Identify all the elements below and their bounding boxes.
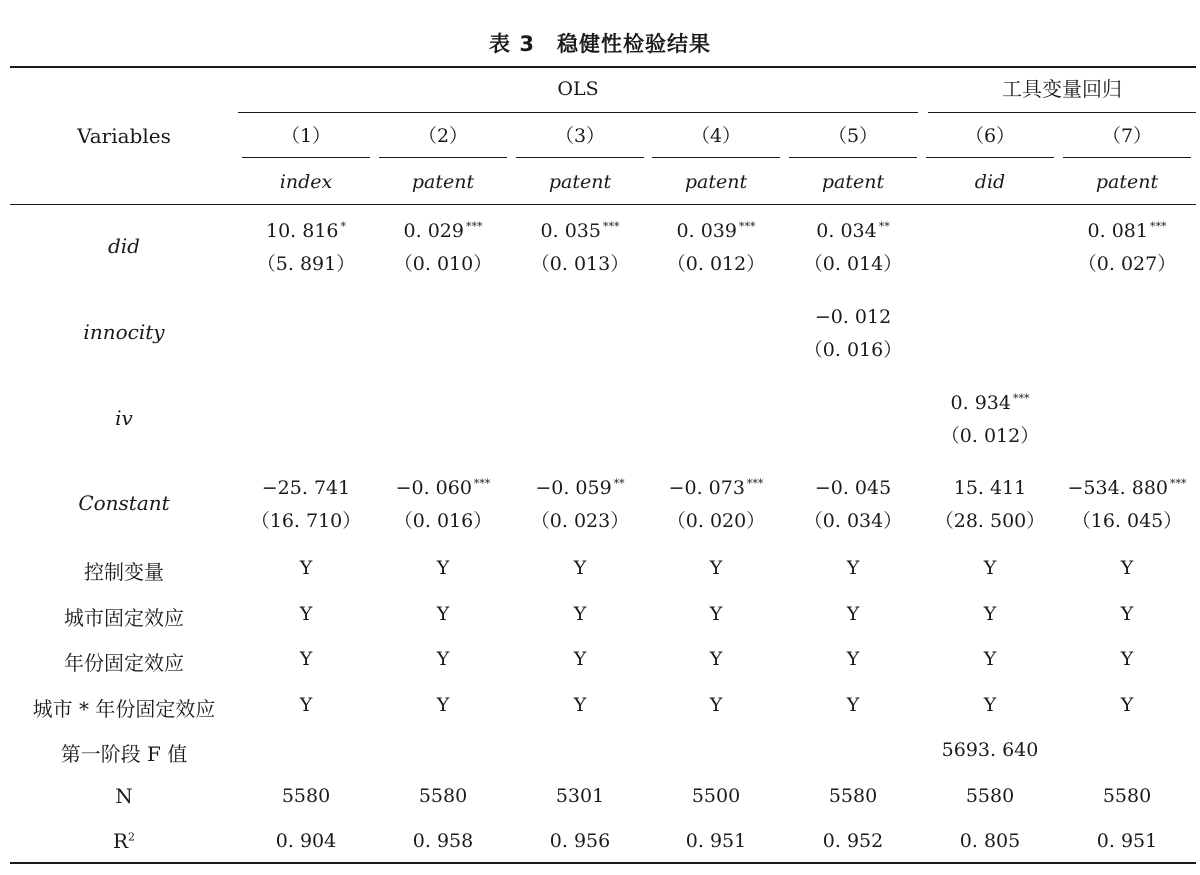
r-squared-value: 0. 956 <box>549 830 611 852</box>
dependent-variable: patent <box>684 171 748 193</box>
row-value: Y <box>983 557 997 579</box>
row-value: Y <box>1120 648 1134 670</box>
header-group-iv: 工具变量回归 <box>1002 77 1122 101</box>
r-squared-value: 0. 958 <box>412 830 474 852</box>
row-label: did <box>107 234 140 258</box>
coefficient-value: 0. 934 <box>950 392 1011 414</box>
row-value: Y <box>436 648 450 670</box>
row-value: Y <box>983 694 997 716</box>
row-value: Y <box>709 648 723 670</box>
row-label: 年份固定效应 <box>64 651 184 675</box>
dependent-variable: index <box>279 171 333 193</box>
coefficient-value: −0. 060 <box>395 477 472 499</box>
row-value: 5500 <box>691 785 741 807</box>
ols-underline <box>238 112 918 113</box>
row-value: Y <box>573 603 587 625</box>
significance-stars: ** <box>613 476 625 490</box>
row-value: Y <box>983 603 997 625</box>
row-value: 5693. 640 <box>941 739 1039 761</box>
row-label: iv <box>115 406 133 430</box>
significance-stars: *** <box>1012 391 1030 405</box>
significance-stars: *** <box>465 219 483 233</box>
r-label: R <box>112 829 129 853</box>
column-underline <box>242 157 370 158</box>
row-value: 5580 <box>1102 785 1152 807</box>
row-value: Y <box>983 648 997 670</box>
column-underline <box>516 157 644 158</box>
row-value: 5301 <box>555 785 605 807</box>
row-value: Y <box>573 557 587 579</box>
row-value: Y <box>299 557 313 579</box>
standard-error: （0. 014） <box>803 253 903 275</box>
coefficient <box>763 219 943 243</box>
significance-stars: *** <box>1149 219 1167 233</box>
header-group-ols: OLS <box>557 78 599 100</box>
standard-error: （0. 027） <box>1077 253 1177 275</box>
coefficient-value: −0. 059 <box>535 477 612 499</box>
column-number: （3） <box>554 125 606 147</box>
coefficient-value: 15. 411 <box>953 477 1027 499</box>
standard-error: （0. 020） <box>666 510 766 532</box>
row-label: N <box>115 784 133 808</box>
coefficient-value: −0. 073 <box>668 477 745 499</box>
dependent-variable: patent <box>821 171 885 193</box>
column-underline <box>379 157 507 158</box>
row-value: Y <box>846 694 860 716</box>
row-label: 第一阶段 F 值 <box>60 742 188 766</box>
row-value: 5580 <box>281 785 331 807</box>
significance-stars: *** <box>746 476 764 490</box>
coefficient-value: 0. 035 <box>540 220 601 242</box>
r-squared-label <box>10 829 238 853</box>
row-value: Y <box>299 648 313 670</box>
dependent-variable: patent <box>548 171 612 193</box>
standard-error: （0. 010） <box>393 253 493 275</box>
coefficient-value: 0. 034 <box>816 220 877 242</box>
row-value: Y <box>709 603 723 625</box>
column-number: （4） <box>690 125 742 147</box>
row-value: Y <box>846 557 860 579</box>
standard-error: （16. 045） <box>1071 510 1183 532</box>
significance-stars: *** <box>602 219 620 233</box>
coefficient <box>763 305 943 329</box>
standard-error: （0. 023） <box>530 510 630 532</box>
column-number: （2） <box>417 125 469 147</box>
top-rule <box>10 66 1196 68</box>
header-bottom-rule <box>10 204 1196 205</box>
significance-stars: *** <box>738 219 756 233</box>
standard-error: （5. 891） <box>256 253 356 275</box>
row-value: 5580 <box>418 785 468 807</box>
standard-error: （0. 034） <box>803 510 903 532</box>
coefficient <box>1037 476 1200 500</box>
significance-stars: * <box>340 219 347 233</box>
row-value: Y <box>573 694 587 716</box>
significance-stars: ** <box>878 219 890 233</box>
coefficient-value: 10. 816 <box>265 220 339 242</box>
row-value: Y <box>573 648 587 670</box>
column-number: （6） <box>964 125 1016 147</box>
coefficient-value: −534. 880 <box>1067 477 1169 499</box>
column-underline <box>652 157 780 158</box>
coefficient <box>1037 219 1200 243</box>
row-value: Y <box>846 648 860 670</box>
r-squared-value: 0. 904 <box>275 830 337 852</box>
coefficient <box>900 391 1080 415</box>
column-number: （7） <box>1101 125 1153 147</box>
row-label: Constant <box>78 491 170 515</box>
standard-error: （0. 012） <box>666 253 766 275</box>
row-value: Y <box>436 603 450 625</box>
row-label: 城市固定效应 <box>64 606 184 630</box>
row-label: innocity <box>83 320 165 344</box>
row-value: 5580 <box>828 785 878 807</box>
standard-error: （0. 016） <box>803 339 903 361</box>
row-value: 5580 <box>965 785 1015 807</box>
iv-underline <box>928 112 1196 113</box>
r-squared-value: 0. 952 <box>822 830 884 852</box>
r-squared-value: 0. 805 <box>959 830 1021 852</box>
column-underline <box>1063 157 1191 158</box>
row-value: Y <box>299 694 313 716</box>
r-label-superscript: 2 <box>128 830 136 844</box>
row-value: Y <box>846 603 860 625</box>
column-number: （5） <box>827 125 879 147</box>
standard-error: （16. 710） <box>250 510 362 532</box>
standard-error: （0. 016） <box>393 510 493 532</box>
column-number: （1） <box>280 125 332 147</box>
coefficient-value: 0. 081 <box>1087 220 1148 242</box>
coefficient-value: −0. 012 <box>814 306 892 328</box>
coefficient-value: 0. 039 <box>676 220 737 242</box>
dependent-variable: patent <box>411 171 475 193</box>
coefficient-value: −25. 741 <box>261 477 351 499</box>
standard-error: （28. 500） <box>934 510 1046 532</box>
coefficient-value: 0. 029 <box>403 220 464 242</box>
row-label: 城市 * 年份固定效应 <box>32 697 216 721</box>
standard-error: （0. 012） <box>940 425 1040 447</box>
dependent-variable: did <box>974 171 1006 193</box>
row-label: 控制变量 <box>84 560 164 584</box>
column-underline <box>926 157 1054 158</box>
r-squared-value: 0. 951 <box>685 830 747 852</box>
table-title: 表 3 稳健性检验结果 <box>489 32 711 56</box>
row-value: Y <box>1120 603 1134 625</box>
row-value: Y <box>299 603 313 625</box>
row-value: Y <box>709 694 723 716</box>
significance-stars: *** <box>473 476 491 490</box>
row-value: Y <box>436 694 450 716</box>
row-value: Y <box>1120 557 1134 579</box>
row-value: Y <box>1120 694 1134 716</box>
header-variables: Variables <box>77 124 171 148</box>
dependent-variable: patent <box>1095 171 1159 193</box>
row-value: Y <box>436 557 450 579</box>
bottom-rule <box>10 862 1196 864</box>
r-squared-value: 0. 951 <box>1096 830 1158 852</box>
standard-error: （0. 013） <box>530 253 630 275</box>
significance-stars: *** <box>1170 476 1187 490</box>
coefficient-value: −0. 045 <box>814 477 892 499</box>
column-underline <box>789 157 917 158</box>
row-value: Y <box>709 557 723 579</box>
